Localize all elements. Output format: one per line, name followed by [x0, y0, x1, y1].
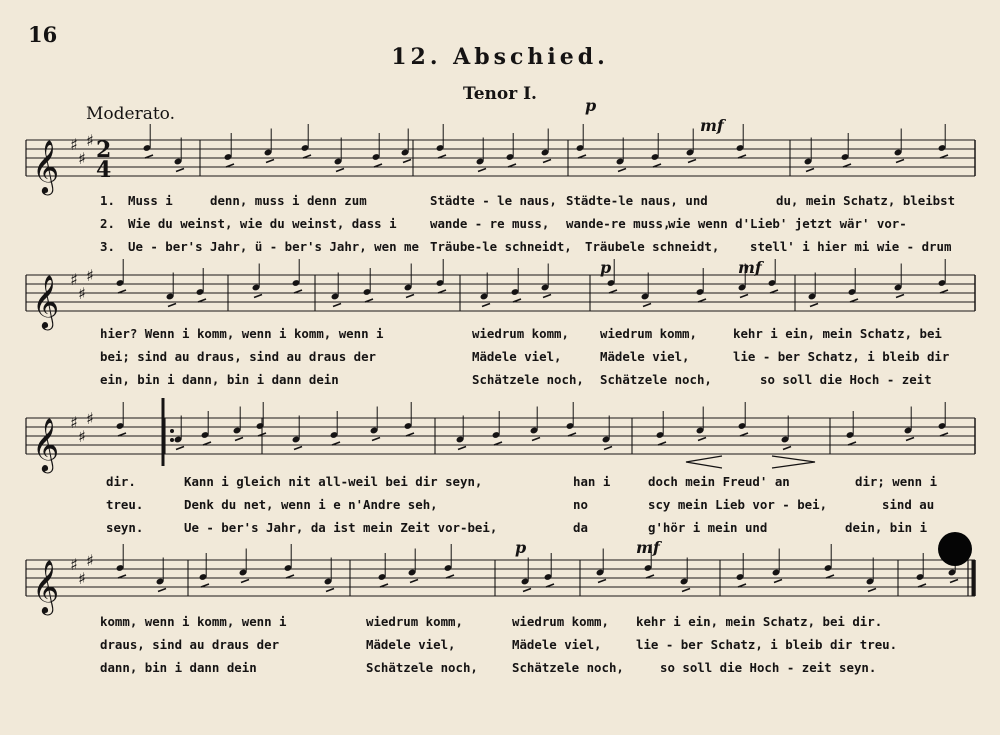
lyric-line [0, 326, 1000, 346]
note-dash [482, 304, 490, 307]
lyric-segment: da [573, 520, 588, 535]
note-dash [643, 304, 651, 307]
sharp-icon: ♯ [86, 266, 94, 285]
lyric-segment: kehr i ein, mein Schatz, bei [733, 326, 942, 341]
note-dash [410, 580, 418, 583]
note-dash [810, 304, 818, 307]
lyric-segment: Träubele schneidt, [585, 239, 720, 254]
lyric-segment: no [573, 497, 588, 512]
lyric-segment: du, mein Schatz, bleibst [776, 193, 956, 208]
lyric-segment: seyn. [106, 520, 144, 535]
sharp-icon: ♯ [86, 409, 94, 428]
lyric-segment: wiedrum komm, [512, 614, 609, 629]
lyric-segment: wiedrum komm, [366, 614, 463, 629]
note-dash [543, 295, 551, 298]
note-dash [896, 295, 904, 298]
note-dash [326, 589, 334, 592]
note-dash [523, 589, 531, 592]
lyric-line [0, 614, 1000, 634]
lyric-line [0, 193, 1000, 213]
sharp-icon: ♯ [70, 270, 78, 289]
lyric-line [0, 349, 1000, 369]
lyric-segment: dein, bin i [845, 520, 928, 535]
lyric-line [0, 497, 1000, 517]
lyric-segment: Wie du weinst, wie du weinst, dass i [128, 216, 397, 231]
lyric-segment: stell' i hier mi wie - drum [750, 239, 952, 254]
decrescendo-hairpin [772, 456, 815, 468]
dynamic-piano: p [600, 258, 612, 277]
lyric-segment: denn, muss i denn zum [210, 193, 367, 208]
note-dash [532, 438, 540, 441]
lyric-segment: doch mein Freud' an [648, 474, 790, 489]
lyric-segment: kehr i ein, mein Schatz, bei dir. [636, 614, 883, 629]
sharp-icon: ♯ [70, 555, 78, 574]
note-dash [458, 447, 466, 450]
note-dash [598, 580, 606, 583]
lyric-segment: Schätzele noch, [600, 372, 712, 387]
lyric-segment: wande - re muss, [430, 216, 550, 231]
verse-number: 2. [100, 216, 115, 231]
note-dash [372, 438, 380, 441]
note-dash [336, 169, 344, 172]
lyric-segment: han i [573, 474, 611, 489]
verse-number: 1. [100, 193, 115, 208]
crescendo-hairpin [686, 456, 722, 468]
time-signature-bottom: 4 [96, 157, 112, 183]
note-dash [235, 438, 243, 441]
lyric-segment: lie - ber Schatz, i bleib dir [733, 349, 950, 364]
lyric-segment: Träube-le schneidt, [430, 239, 572, 254]
lyric-segment: Städte-le naus, und [566, 193, 708, 208]
lyric-segment: scy mein Lieb vor - bei, [648, 497, 828, 512]
note-dash [403, 160, 411, 163]
lyric-segment: so soll die Hoch - zeit [760, 372, 932, 387]
sharp-icon: ♯ [78, 569, 86, 588]
note-dash [176, 447, 184, 450]
lyric-line [0, 520, 1000, 540]
tempo-marking: Moderato. [86, 104, 176, 124]
lyric-segment: dir; wenn i [855, 474, 938, 489]
note-dash [333, 304, 341, 307]
sharp-icon: ♯ [70, 135, 78, 154]
note-dash [682, 589, 690, 592]
note-dash [868, 589, 876, 592]
note-dash [618, 169, 626, 172]
lyric-segment: Mädele viel, [472, 349, 562, 364]
repeat-dot [170, 438, 174, 442]
sharp-icon: ♯ [78, 427, 86, 446]
treble-clef-icon: 𝄞 [32, 559, 60, 613]
lyric-segment: g'hör i mein und [648, 520, 768, 535]
sharp-icon: ♯ [78, 284, 86, 303]
note-dash [806, 169, 814, 172]
sharp-icon: ♯ [70, 413, 78, 432]
dynamic-mezzoforte: mf [738, 258, 762, 277]
lyric-segment: wiedrum komm, [600, 326, 697, 341]
note-dash [774, 580, 782, 583]
lyric-segment: Ue - ber's Jahr, ü - ber's Jahr, wen me [128, 239, 419, 254]
lyric-line [0, 239, 1000, 259]
lyric-segment: Mädele viel, [512, 637, 602, 652]
note-dash [176, 169, 184, 172]
note-dash [896, 160, 904, 163]
sharp-icon: ♯ [86, 131, 94, 150]
lyric-segment: dir. [106, 474, 136, 489]
lyric-segment: ein, bin i dann, bin i dann dein [100, 372, 339, 387]
note-dash [950, 580, 958, 583]
note-dash [783, 447, 791, 450]
lyric-line [0, 637, 1000, 657]
dynamic-mezzoforte: mf [636, 538, 660, 557]
dynamic-piano: p [585, 96, 597, 115]
lyric-segment: Denk du net, wenn i e n'Andre seh, [184, 497, 438, 512]
note-dash [168, 304, 176, 307]
lyric-segment: bei; sind au draus, sind au draus der [100, 349, 377, 364]
lyric-segment: sind au [882, 497, 935, 512]
note-dash [740, 295, 748, 298]
repeat-dot [170, 429, 174, 433]
lyric-segment: Schätzele noch, [472, 372, 584, 387]
lyric-segment: draus, sind au draus der [100, 637, 280, 652]
verse-number: 3. [100, 239, 115, 254]
time-signature-top: 2 [96, 137, 112, 163]
lyric-segment: Kann i gleich nit all-weil bei dir seyn, [184, 474, 483, 489]
lyric-segment: Ue - ber's Jahr, da ist mein Zeit vor-bei, [184, 520, 498, 535]
lyric-line [0, 474, 1000, 494]
voice-label: Tenor I. [463, 84, 537, 104]
lyric-segment: wiedrum komm, [472, 326, 569, 341]
dynamic-piano: p [515, 538, 527, 557]
note-dash [241, 580, 249, 583]
lyric-segment: dann, bin i dann dein [100, 660, 257, 675]
lyric-segment: Schätzele noch, [366, 660, 478, 675]
sharp-icon: ♯ [78, 149, 86, 168]
note-dash [906, 438, 914, 441]
lyric-line [0, 372, 1000, 392]
sharp-icon: ♯ [86, 551, 94, 570]
song-title: 12. Abschied. [391, 44, 609, 70]
treble-clef-icon: 𝄞 [32, 274, 60, 328]
lyric-segment: wande-re muss, [566, 216, 671, 231]
lyric-segment: Mädele viel, [366, 637, 456, 652]
treble-clef-icon: 𝄞 [32, 139, 60, 193]
lyric-line [0, 216, 1000, 236]
note-dash [478, 169, 486, 172]
lyric-segment: Städte - le naus, [430, 193, 557, 208]
note-dash [254, 295, 262, 298]
note-dash [158, 589, 166, 592]
note-dash [294, 447, 302, 450]
lyric-segment: Muss i [128, 193, 173, 208]
note-dash [543, 160, 551, 163]
note-dash [604, 447, 612, 450]
note-dash [688, 160, 696, 163]
punch-hole [938, 532, 972, 566]
lyric-segment: komm, wenn i komm, wenn i [100, 614, 287, 629]
treble-clef-icon: 𝄞 [32, 417, 60, 471]
lyric-segment: treu. [106, 497, 144, 512]
lyric-segment: so soll die Hoch - zeit seyn. [660, 660, 877, 675]
lyric-segment: Mädele viel, [600, 349, 690, 364]
lyric-segment: Schätzele noch, [512, 660, 624, 675]
lyric-line [0, 660, 1000, 680]
page-number: 16 [28, 22, 58, 47]
lyric-segment: wie wenn d'Lieb' jetzt wär' vor- [668, 216, 907, 231]
note-dash [406, 295, 414, 298]
lyric-segment: lie - ber Schatz, i bleib dir treu. [636, 637, 898, 652]
note-dash [698, 438, 706, 441]
note-dash [266, 160, 274, 163]
dynamic-mezzoforte: mf [700, 116, 724, 135]
lyric-segment: hier? Wenn i komm, wenn i komm, wenn i [100, 326, 384, 341]
